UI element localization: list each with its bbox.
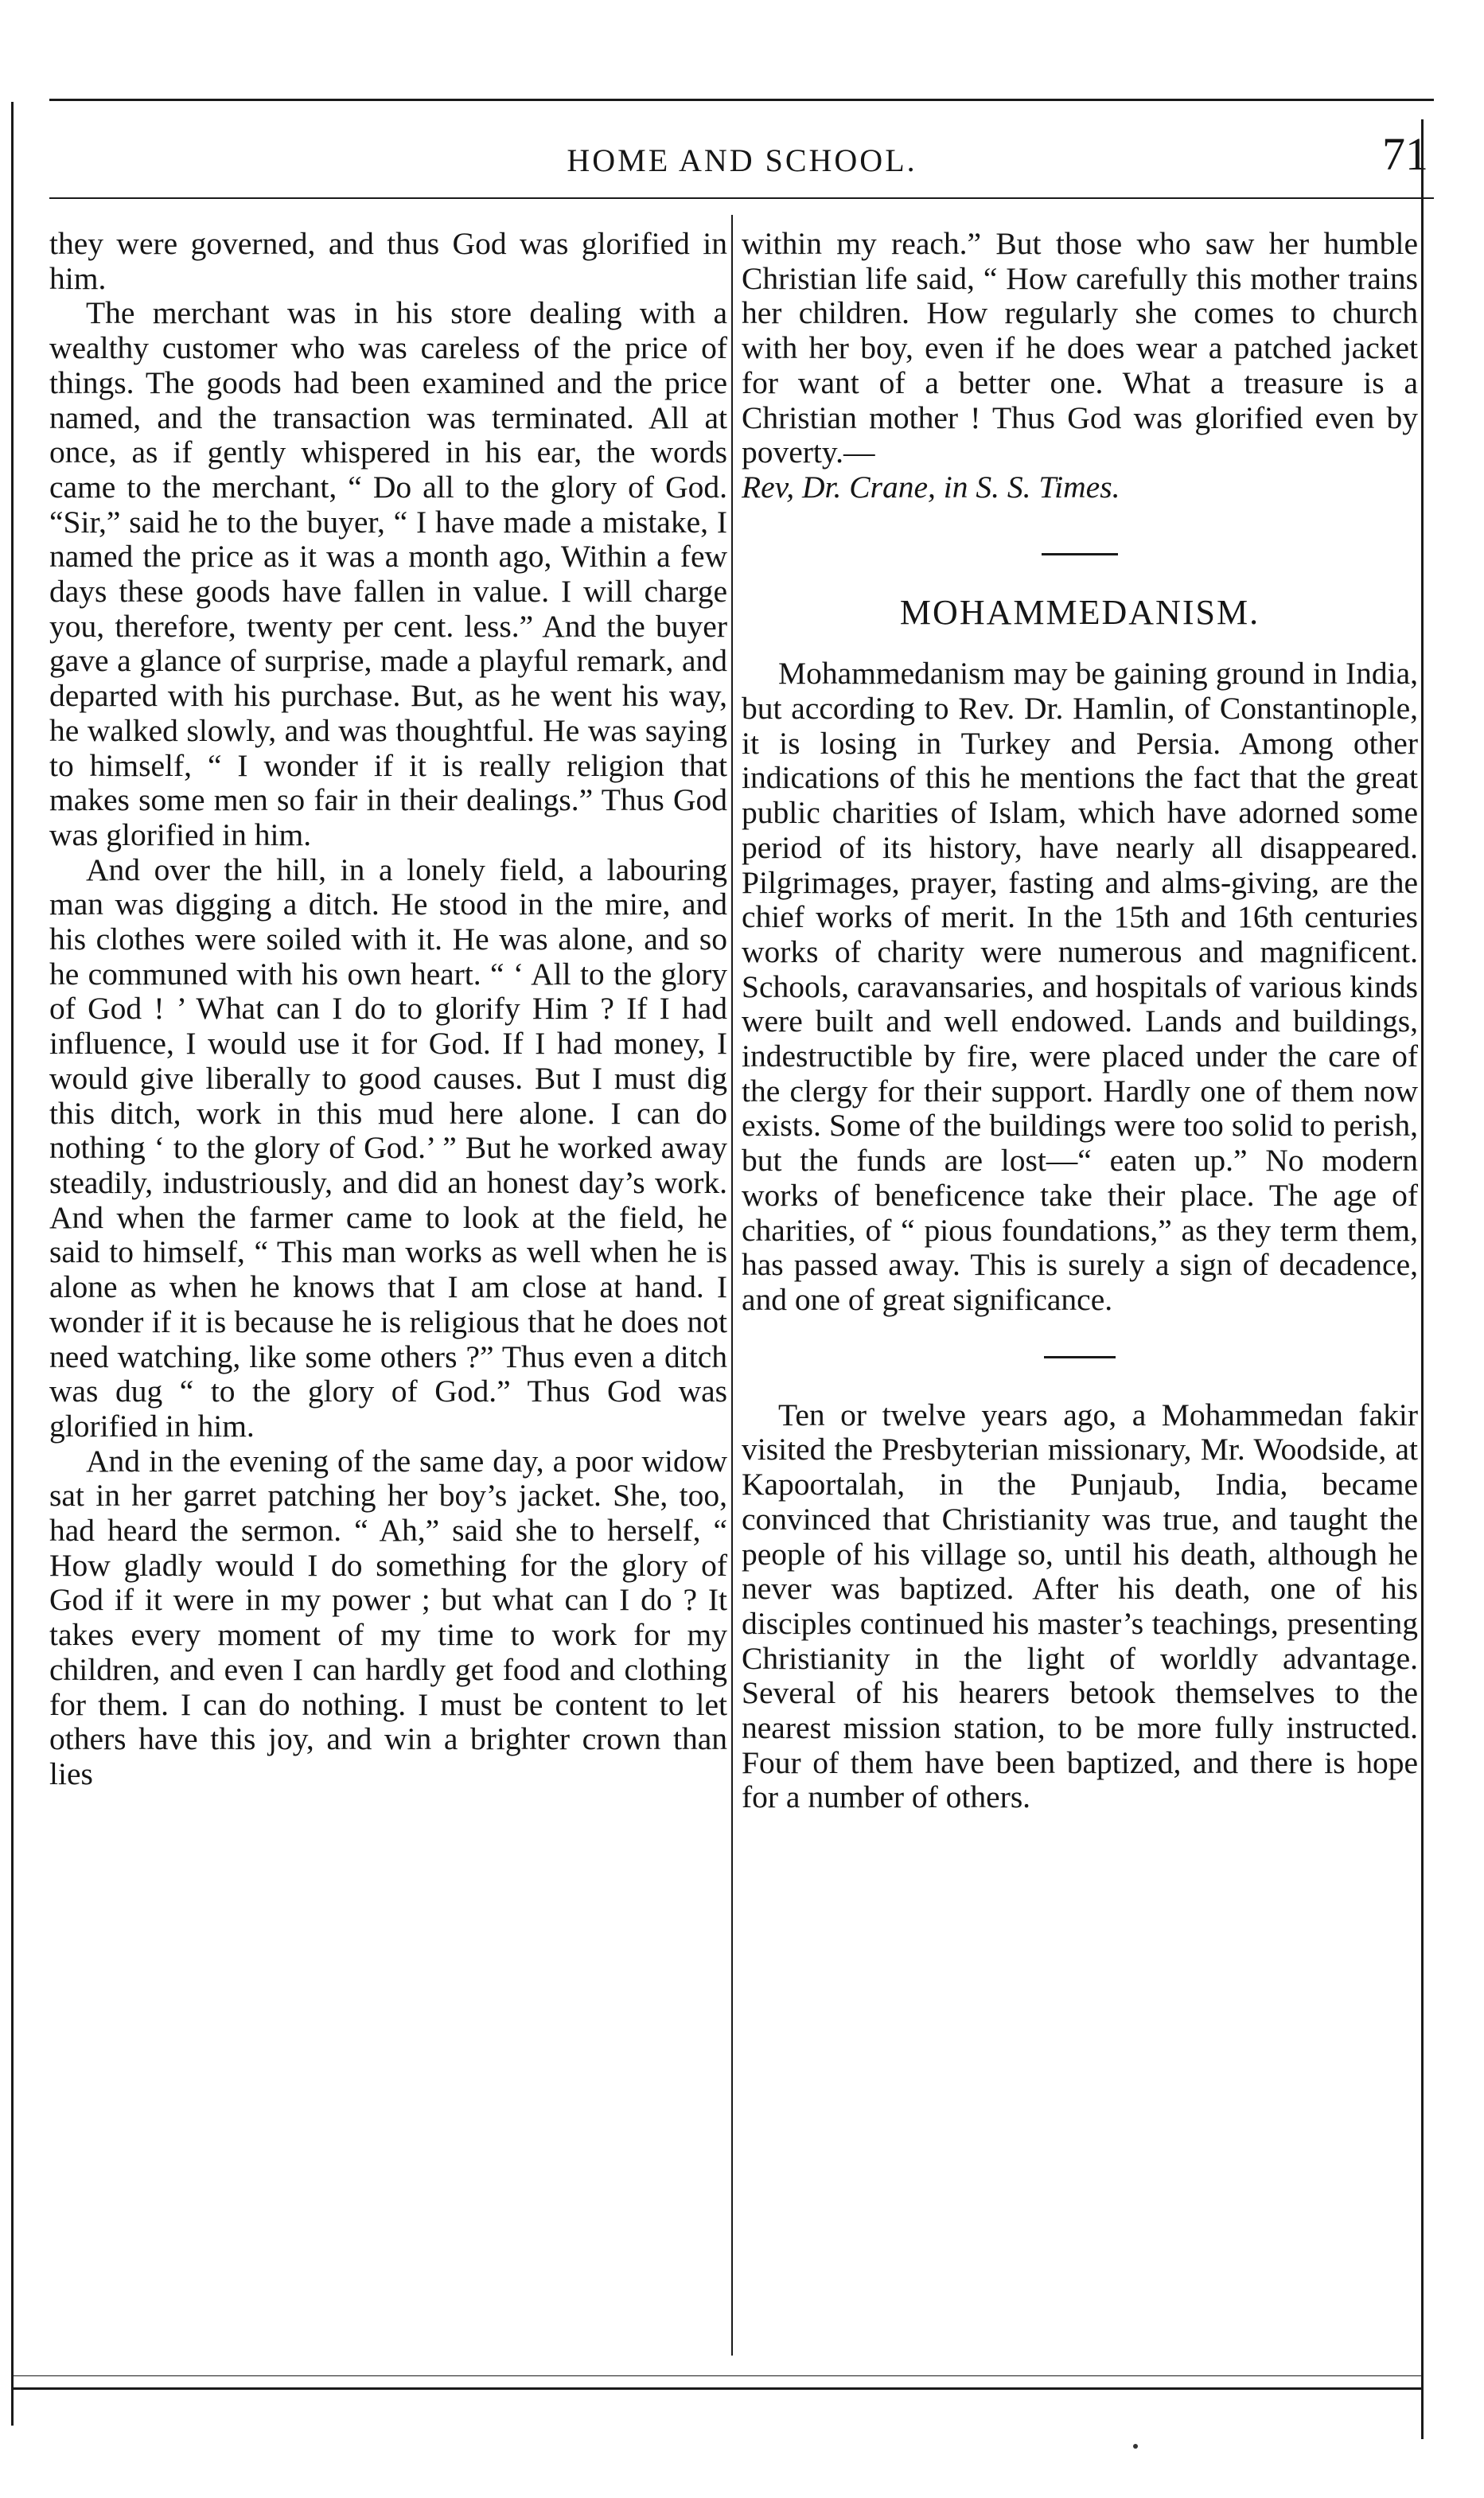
print-speck	[1133, 2444, 1138, 2449]
header-rule	[49, 197, 1434, 199]
paragraph: And in the evening of the same day, a poor widow sat in her garret patching her boy’s jacket. She, too, had heard the sermon. “ Ah,” said she to herself, “ How gladly would I do something for the glory of God if it were in my power ; but what can I do ? It takes every moment of my time to work for my children, and even I can hardly get food and clothing for them. I can do nothing. I must be content to let others have this joy, and win a brighter crown than lies	[49, 1443, 727, 1791]
running-header-title: HOME AND SCHOOL.	[567, 142, 917, 178]
left-border-rule	[11, 102, 14, 2426]
article-citation: Rev, Dr. Crane, in S. S. Times.	[742, 469, 1120, 505]
bottom-border-rule-inner	[11, 2375, 1424, 2376]
section-heading: MOHAMMEDANISM.	[899, 592, 1260, 632]
right-column	[742, 227, 1418, 1815]
section-separator	[1044, 1356, 1116, 1358]
paragraph: they were governed, and thus God was glorified in him.	[49, 226, 727, 296]
top-border-rule	[49, 99, 1434, 101]
column-divider	[731, 215, 733, 2356]
page-number: 71	[1382, 128, 1428, 180]
right-border-rule	[1421, 119, 1424, 2439]
paragraph: And over the hill, in a lonely field, a labouring man was digging a ditch. He stood in the mire, and his clothes were soiled with it. He was alone, and so he communed with his own heart. “ ‘ All to the glory of God ! ’ What can I do to glorify Him ? If I had influence, I would use it for God. If I had money, I would give liberally to good causes. But I must dig this ditch, work in this mud here alone. I can do nothing ‘ to the glory of God.’ ” But he worked away steadily, industriously, and did an honest day’s work. And when the farmer came to look at the field, he said to himself, “ This man works as well when he is alone as when he knows that I am close at hand. I wonder if it is because he is religious that he does not need watching, like some others ?” Thus even a ditch was dug “ to the glory of God.” Thus God was glorified in him.	[49, 852, 727, 1444]
paragraph: The merchant was in his store dealing with a wealthy customer who was careless of the price of things. The goods had been examined and the price named, and the transaction was terminated. All at once, as if gently whispered in his ear, the words came to the merchant, “ Do all to the glory of God. “Sir,” said he to the buyer, “ I have made a mistake, I named the price as it was a month ago, Within a few days these goods have fallen in value. I will charge you, therefore, twenty per cent. less.” And the buyer gave a glance of surprise, made a playful remark, and departed with his purchase. But, as he went his way, he walked slowly, and was thoughtful. He was saying to himself, “ I wonder if it is really religion that makes some men so fair in their dealings.” Thus God was glorified in him.	[49, 295, 727, 852]
paragraph-continuation: within my reach.” But those who saw her humble Christian life said, “ How carefully this mother trains her children. How regularly she comes to church with her boy, even if he does wear a patched jacket for want of a better one. What a treasure is a Christian mother ! Thus God was glorified even by poverty.—	[742, 226, 1418, 470]
bottom-border-rule	[11, 2387, 1424, 2390]
paragraph: Mohammedanism may be gaining ground in India, but according to Rev. Dr. Hamlin, of Constantinople, it is losing in Turkey and Persia. Among other indications of this he mentions the fact that the great public charities of Islam, which have adorned some period of its history, have nearly all disappeared. Pilgrimages, prayer, fasting and alms-giving, are the chief works of merit. In the 15th and 16th centuries works of charity were numerous and magnificent. Schools, caravansaries, and hospitals of various kinds were built and well endowed. Lands and buildings, indestructible by fire, were placed under the care of the clergy for their support. Hardly one of them now exists. Some of the buildings were too solid to perish, but the funds are lost—“ eaten up.” No modern works of beneficence take their place. The age of charities, of “ pious foundations,” as they term them, has passed away. This is surely a sign of decadence, and one of great significance.	[742, 656, 1418, 1317]
section-separator	[1042, 553, 1118, 555]
paragraph: Ten or twelve years ago, a Mohammedan fakir visited the Presbyterian missionary, Mr. Woodside, at Kapoortalah, in the Punjaub, India, became convinced that Christianity was true, and taught the people of his village so, until his death, although he never was baptized. After his death, one of his disciples continued his master’s teachings, presenting Christianity in the light of worldly advantage. Several of his hearers betook themselves to the nearest mission station, to be more fully instructed. Four of them have been baptized, and there is hope for a number of others.	[742, 1397, 1418, 1815]
left-column	[49, 227, 727, 1792]
